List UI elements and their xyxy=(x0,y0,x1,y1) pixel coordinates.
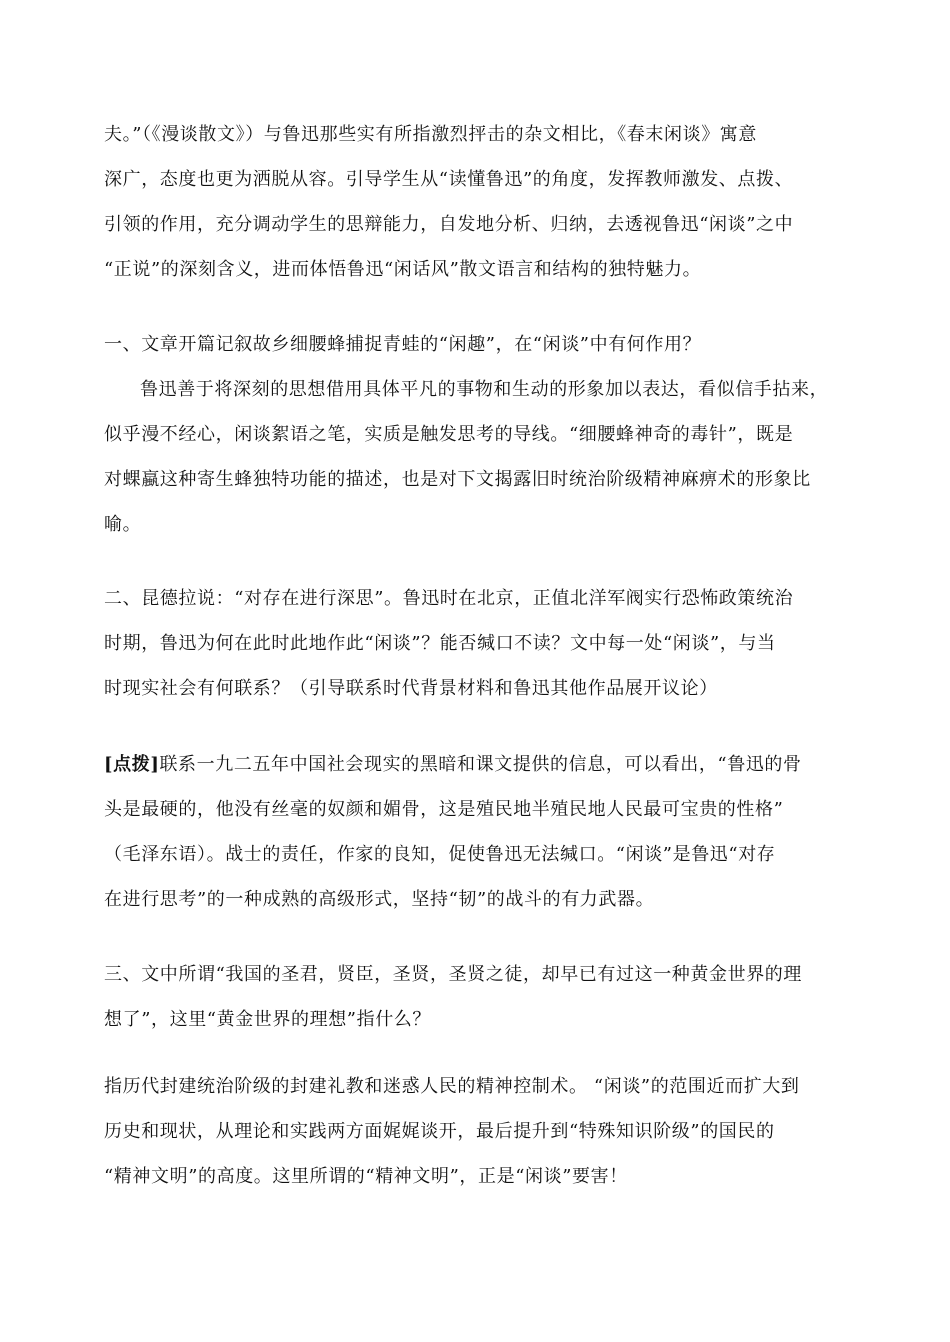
hint-2-line: 在进行思考”的一种成熟的高级形式，坚持“韧”的战斗的有力武器。 xyxy=(104,889,655,910)
intro-line: 深广，态度也更为洒脱从容。引导学生从“读懂鲁迅”的角度，发挥教师激发、点拨、 xyxy=(104,169,794,190)
question-1 xyxy=(104,322,849,367)
answer-1-line: 喻。 xyxy=(104,514,142,535)
question-2 xyxy=(104,576,849,711)
answer-3-line: “精神文明”的高度。这里所谓的“精神文明”，正是“闲谈”要害！ xyxy=(104,1166,628,1187)
intro-line: 引领的作用，充分调动学生的思辩能力，自发地分析、归纳，去透视鲁迅“闲谈”之中 xyxy=(104,214,794,235)
answer-1 xyxy=(104,367,849,547)
answer-3-line: 指历代封建统治阶级的封建礼教和迷惑人民的精神控制术。 “闲谈”的范围近而扩大到 xyxy=(104,1076,800,1097)
question-2-line: 时期，鲁迅为何在此时此地作此“闲谈”？能否缄口不读？文中每一处“闲谈”，与当 xyxy=(104,633,776,654)
question-3 xyxy=(104,952,849,1042)
answer-3 xyxy=(104,1064,849,1199)
answer-3-line: 历史和现状，从理论和实践两方面娓娓谈开，最后提升到“特殊知识阶级”的国民的 xyxy=(104,1121,775,1142)
intro-line: “正说”的深刻含义，进而体悟鲁迅“闲话风”散文语言和结构的独特魅力。 xyxy=(104,259,702,280)
question-3-line: 三、文中所谓“我国的圣君，贤臣，圣贤，圣贤之徒，却早已有过这一种黄金世界的理 xyxy=(104,964,802,985)
question-3-line: 想了”，这里“黄金世界的理想”指什么？ xyxy=(104,1009,432,1030)
hint-2 xyxy=(104,742,849,922)
question-2-line: 时现实社会有何联系？（引导联系时代背景材料和鲁迅其他作品展开议论） xyxy=(104,678,718,699)
answer-1-line: 对蜾蠃这种寄生蜂独特功能的描述，也是对下文揭露旧时统治阶级精神麻痹术的形象比 xyxy=(104,469,811,490)
hint-2-first-line xyxy=(104,742,849,787)
hint-2-line: （毛泽东语）。战士的责任，作家的良知，促使鲁迅无法缄口。“闲谈”是鲁迅“对存 xyxy=(104,844,776,865)
hint-label: [点拨] xyxy=(104,754,160,775)
question-1-text: 一、文章开篇记叙故乡细腰蜂捕捉青蛙的“闲趣”，在“闲谈”中有何作用？ xyxy=(104,334,702,355)
hint-2-first-text: 联系一九二五年中国社会现实的黑暗和课文提供的信息，可以看出，“鲁迅的骨 xyxy=(159,754,802,775)
intro-paragraph xyxy=(104,112,849,292)
answer-1-line: 鲁迅善于将深刻的思想借用具体平凡的事物和生动的形象加以表达，看似信手拈来， xyxy=(140,379,829,400)
question-2-line: 二、昆德拉说：“对存在进行深思”。鲁迅时在北京，正值北洋军阀实行恐怖政策统治 xyxy=(104,588,794,609)
hint-2-line: 头是最硬的，他没有丝毫的奴颜和媚骨，这是殖民地半殖民地人民最可宝贵的性格” xyxy=(104,799,784,820)
intro-line: 夫。”（《漫谈散文》）与鲁迅那些实有所指激烈抨击的杂文相比，《春末闲谈》寓意 xyxy=(104,124,757,145)
answer-1-line: 似乎漫不经心，闲谈絮语之笔，实质是触发思考的导线。“细腰蜂神奇的毒针”，既是 xyxy=(104,424,794,445)
